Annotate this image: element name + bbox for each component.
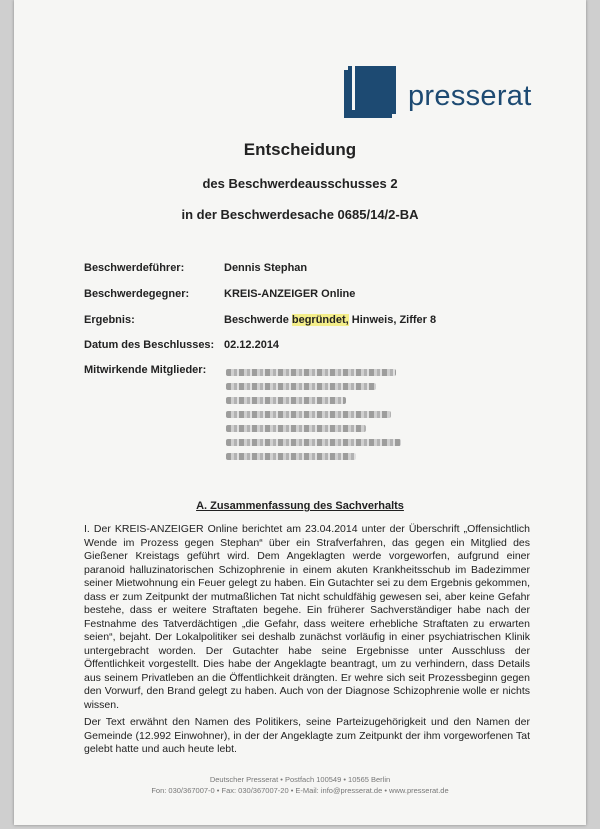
redacted-line — [226, 425, 366, 432]
redacted-line — [226, 439, 401, 446]
document-page — [14, 0, 586, 825]
redacted-line — [226, 411, 391, 418]
summary-paragraph-1: I. Der KREIS-ANZEIGER Online berichtet am 23.04.2014 unter der Überschrift „Offensichtlich Wende im Prozess gegen Stephan“ über ein Strafverfahren, das gegen ein Mitglied des Gießener Kreistags geführt wird. Dem Angeklagten werde vorgeworfen, aufgrund einer paranoid halluzinatorischen Schizophrenie in einem akuten Krankheitsschub im Badezimmer seiner Mietwohnung ein Feuer gelegt zu haben. Ein Gutachter sei zu dem Ergebnis gekommen, dass er zum Zeitpunkt der mutmaßlichen Tat nicht schuldfähig gewesen sei, aber keine Gefahr bestehe, dass er weitere Straftaten begehe. Ein früherer Sachverständiger habe nach der Festnahme des Tatverdächtigen „die Gefahr, dass weitere erhebliche Straftaten zu erwarten seien“, bejaht. Der Lokalpolitiker sei deshalb zunächst vorläufig in einer psychiatrischen Klinik untergebracht worden. Der Gutachter habe seine Ergebnisse unter Ausschluss der Öffentlichkeit vorgestellt. Dies habe der Angeklagte beantragt, um zu verhindern, dass Details aus seinem Privatleben an die Öffentlichkeit drängten. Er wehre sich seit Prozessbeginn gegen den Vorwurf, den Brand gelegt zu haben. Auch von der Diagnose Schizophrenie wolle er nichts wissen. — [84, 523, 530, 711]
logo-text: presserat — [408, 80, 532, 112]
footer-address: Deutscher Presserat • Postfach 100549 • 10565 Berlin — [209, 775, 391, 784]
complainant-label: Beschwerdeführer: — [84, 262, 185, 274]
redacted-line — [226, 383, 376, 390]
footer-contact: Fon: 030/367007-0 • Fax: 030/367007-20 • E-Mail: info@presserat.de • www.presserat.de — [151, 786, 449, 795]
result-suffix: Hinweis, Ziffer 8 — [348, 314, 437, 326]
respondent-label: Beschwerdegegner: — [84, 288, 190, 300]
redacted-line — [226, 369, 396, 376]
section-heading: A. Zusammenfassung des Sachverhalts — [196, 500, 404, 512]
document-title: Entscheidung — [243, 140, 357, 159]
document-subtitle-committee: des Beschwerdeausschusses 2 — [202, 176, 398, 191]
result-value — [224, 314, 436, 326]
result-highlight: begründet, — [291, 314, 349, 326]
redacted-line — [226, 453, 356, 460]
decision-date-label: Datum des Beschlusses: — [84, 339, 215, 351]
decision-date-value: 02.12.2014 — [224, 339, 280, 351]
document-subtitle-case: in der Beschwerdesache 0685/14/2-BA — [181, 207, 419, 222]
respondent-value: KREIS-ANZEIGER Online — [224, 288, 356, 300]
presserat-logo-mark-icon — [344, 66, 396, 118]
result-label: Ergebnis: — [84, 314, 135, 326]
members-label: Mitwirkende Mitglieder: — [84, 364, 207, 376]
complainant-value: Dennis Stephan — [224, 262, 308, 274]
redacted-line — [226, 397, 346, 404]
summary-paragraph-2: Der Text erwähnt den Namen des Politikers, seine Parteizugehörigkeit und den Namen der Gemeinde (12.992 Einwohner), in der der Angeklagte zum Zeitpunkt der ihm vorgeworfenen Tat gelebt hatte und auch heute lebt. — [84, 716, 530, 755]
result-prefix: Beschwerde — [224, 314, 292, 326]
